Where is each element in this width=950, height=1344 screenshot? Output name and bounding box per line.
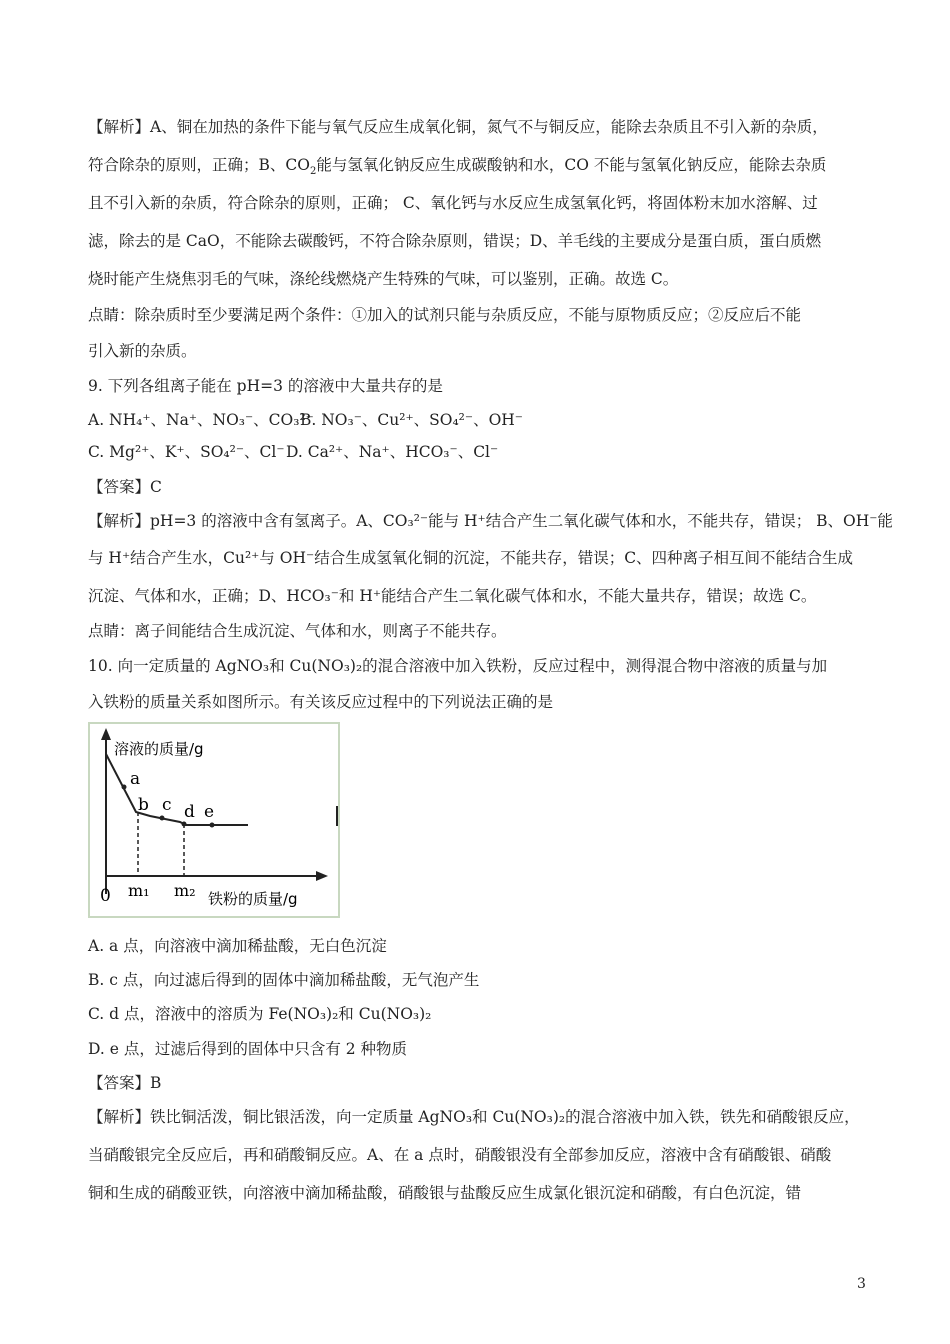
analysis-line: 【解析】铁比铜活泼，铜比银活泼，向一定质量 AgNO₃和 Cu(NO₃)₂的混合溶液中加入铁，铁先和硝酸银反应，	[88, 1108, 860, 1126]
option-c: C. d 点，溶液中的溶质为 Fe(NO₃)₂和 Cu(NO₃)₂	[88, 1005, 432, 1023]
label-c: c	[162, 795, 172, 815]
x-axis-label: 铁粉的质量/g	[208, 890, 298, 908]
option-a: A. NH₄⁺、Na⁺、NO₃⁻、CO₃²⁻	[88, 411, 314, 429]
text-line: 【解析】A、铜在加热的条件下能与氧气反应生成氧化铜，氮气不与铜反应，能除去杂质且不引入新的杂质，	[88, 118, 828, 136]
text-span: 符合除杂的原则，正确；B、CO	[88, 156, 310, 174]
text-span: 能与氢氧化钠反应生成碳酸钠和水，CO 不能与氢氧化钠反应，能除去杂质	[316, 156, 827, 174]
origin-label: 0	[100, 886, 111, 906]
question-stem: 9. 下列各组离子能在 pH=3 的溶液中大量共存的是	[88, 377, 443, 395]
text-line: 滤，除去的是 CaO，不能除去碳酸钙，不符合除杂原则，错误；D、羊毛线的主要成分是蛋白质，蛋白质燃	[88, 232, 822, 250]
y-axis-arrow	[101, 728, 111, 740]
analysis-line: 铜和生成的硝酸亚铁，向溶液中滴加稀盐酸，硝酸银与盐酸反应生成氯化银沉淀和硝酸，有白色沉淀，错	[88, 1184, 802, 1202]
point-e	[210, 823, 215, 828]
text-line: 烧时能产生烧焦羽毛的气味，涤纶线燃烧产生特殊的气味，可以鉴别，正确。故选 C。	[88, 270, 679, 288]
text-line: 且不引入新的杂质，符合除杂的原则，正确； C、氧化钙与水反应生成氢氧化钙，将固体粉末加水溶解、过	[88, 194, 818, 212]
option-b: B. c 点，向过滤后得到的固体中滴加稀盐酸，无气泡产生	[88, 971, 480, 989]
option-c: C. Mg²⁺、K⁺、SO₄²⁻、Cl⁻	[88, 443, 285, 461]
question-stem: 10. 向一定质量的 AgNO₃和 Cu(NO₃)₂的混合溶液中加入铁粉，反应过程中，测得混合物中溶液的质量与加	[88, 657, 828, 675]
option-b: B. NO₃⁻、Cu²⁺、SO₄²⁻、OH⁻	[300, 411, 523, 429]
option-d: D. e 点，过滤后得到的固体中只含有 2 种物质	[88, 1040, 408, 1058]
text-cursor	[336, 806, 338, 826]
label-e: e	[204, 802, 215, 822]
point-c	[160, 816, 165, 821]
x-axis-arrow	[316, 871, 328, 881]
m1-label: m₁	[128, 881, 150, 900]
graph-svg	[90, 724, 338, 916]
curve	[106, 754, 248, 825]
graph-figure	[88, 722, 340, 918]
point-a	[122, 785, 127, 790]
label-d: d	[184, 802, 195, 822]
point-d	[182, 822, 187, 827]
analysis-line: 沉淀、气体和水，正确；D、HCO₃⁻和 H⁺能结合产生二氧化碳气体和水，不能大量共存，错误；故选 C。	[88, 587, 817, 605]
question-stem: 入铁粉的质量关系如图所示。有关该反应过程中的下列说法正确的是	[88, 693, 554, 711]
answer-line: 【答案】B	[88, 1074, 162, 1092]
y-axis-label: 溶液的质量/g	[114, 740, 204, 758]
tip-line: 点睛：离子间能结合生成沉淀、气体和水，则离子不能共存。	[88, 622, 507, 640]
analysis-line: 【解析】pH=3 的溶液中含有氢离子。A、CO₃²⁻能与 H⁺结合产生二氧化碳气体和水，不能共存，错误； B、OH⁻能	[88, 512, 893, 530]
tip-line: 引入新的杂质。	[88, 342, 197, 360]
label-a: a	[130, 769, 141, 789]
m2-label: m₂	[174, 881, 196, 900]
text-line: 符合除杂的原则，正确；B、$CO_2$能与氢氧化钠反应生成碳酸钠和水，CO 不能与氢氧化钠反应，能除去杂质	[88, 156, 827, 178]
page-number: 3	[857, 1276, 866, 1292]
answer-line: 【答案】C	[88, 478, 162, 496]
tip-line: 点睛：除杂质时至少要满足两个条件：①加入的试剂只能与杂质反应，不能与原物质反应；②反应后不能	[88, 306, 802, 324]
label-b: b	[138, 795, 149, 815]
analysis-line: 当硝酸银完全反应后，再和硝酸铜反应。A、在 a 点时，硝酸银没有全部参加反应，溶液中含有硝酸银、硝酸	[88, 1146, 832, 1164]
analysis-line: 与 H⁺结合产生水，Cu²⁺与 OH⁻结合生成氢氧化铜的沉淀，不能共存，错误；C、四种离子相互间不能结合生成	[88, 549, 854, 567]
option-d: D. Ca²⁺、Na⁺、HCO₃⁻、Cl⁻	[286, 443, 499, 461]
option-a: A. a 点，向溶液中滴加稀盐酸，无白色沉淀	[88, 937, 387, 955]
